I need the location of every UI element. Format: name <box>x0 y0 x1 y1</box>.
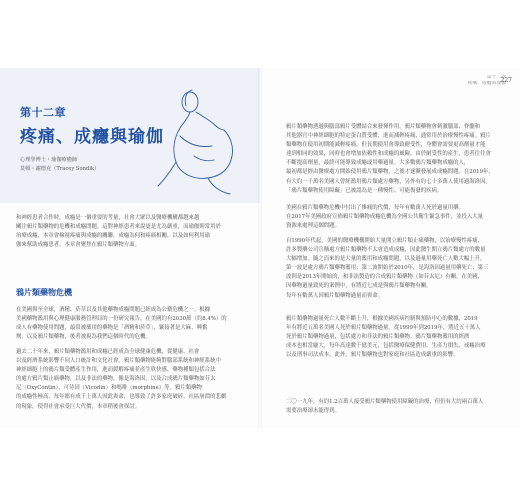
intro-paragraph <box>16 214 244 250</box>
text-line: 許多製藥公司宣稱處方鴉片類藥物不太會造成成癮，因此醫生開立鴉片類處方的數量 <box>286 247 486 254</box>
text-line: 的成癮性極高，每年都有成千上萬人因此喪命，也導致了許多家庭破碎、社區崩潰的悲劇 <box>16 394 227 401</box>
text-line: 在美國與至全球，酒精、菸草以及其他藥物成癮問題已經成為公衛危機之一。根據 <box>16 307 211 313</box>
text-line: 類藥物在使用初期能減輕疼痛，但長期使用會導致耐受性，身體會需要更高劑量才能 <box>286 142 486 149</box>
author-credentials: 心理學博士・瑜伽療癒師 <box>20 157 78 163</box>
seated-figure-illustration <box>150 76 250 201</box>
text-line: 因藥物過量致死的案例中，有將近七成是與鴉片類藥物有關。 <box>286 283 432 290</box>
body-paragraph-2 <box>286 204 506 231</box>
text-line: 波則是2013年開始的，和非法製造的合成鴉片類藥物（如芬太尼）有關。在美國， <box>286 274 484 281</box>
text-line: 以及刑事司法成本。此外，鴉片類藥物也對家庭和社區造成嚴重的影響。 <box>286 352 459 359</box>
chapter-number: 第十二章 <box>20 106 66 119</box>
text-line: 不斷提高劑量，最終可能導致成癮或用藥過量。大多數鴉片類藥物成癮的人， <box>286 160 470 167</box>
chapter-title: 疼痛、成癮與瑜伽 <box>20 127 164 147</box>
body-paragraph-3 <box>286 237 506 301</box>
text-line: 以及經濟系統影響不同人口統計和文化社會。鴉片類藥物能夠對腦部系統和神經系統中 <box>16 358 221 365</box>
text-line: 成本也相當龐大，每年高達數千億美元，包括醫療保健費用、生產力損失、戒癮治療 <box>286 343 486 350</box>
text-line: 最初都是經由醫療處方開始使用鴉片類藥物，之後才逐漸發展成成癮問題。在2019年， <box>286 169 494 176</box>
book-gutter <box>258 68 262 428</box>
text-line: 神經細胞上的鴉片類受體產生作用，進而緩解疼痛並產生欣快感，藥物種類包括合法 <box>16 367 216 374</box>
body-paragraph-1 <box>286 123 506 196</box>
text-line: 在2017年美國政府宣佈鴉片類藥物成癮危機為全國公共衛生緊急事件，並投入大量 <box>286 214 484 221</box>
text-line: 和神經患者合作時，成癮是一個重要的考量，社會大眾以及醫療機構都越來越 <box>16 215 200 221</box>
section-heading: 鴉片類藥物危機 <box>16 287 72 297</box>
section-paragraph-2 <box>16 348 244 412</box>
text-line: 大幅增加。隨之而來的是大量的濫用和成癮問題，以及過量用藥死亡人數大幅上升， <box>286 256 486 263</box>
book-spread <box>0 68 520 428</box>
page-number: 227 <box>500 77 512 84</box>
text-line: 美國在鴉片類藥物危機中付出了慘痛的代價，每年有數萬人死於過量用藥。 <box>286 205 464 211</box>
author-name: 莫頓・謝德克（Tracey Sondik） <box>20 166 100 172</box>
left-page <box>0 68 260 428</box>
text-line: 其他器官中神經細胞的特定蛋白質受體，進而減輕疼痛，通常用於治療慢性疼痛。鴉片 <box>286 133 491 140</box>
body-paragraph-4 <box>286 315 506 360</box>
text-line: 第一波是處方鴉片類藥物濫用；第二波開始於2010年，是海洛因過量用藥死亡；第三 <box>286 265 489 272</box>
running-head-chapter: 第十二章 <box>486 75 506 80</box>
text-line: 的處方鴉片類止痛藥物，以及非法的藥物，像是海洛因，以及合成鴉片類藥物如芬太 <box>16 376 216 383</box>
running-head-title: 疼痛、成癮與瑜伽 <box>467 81 506 86</box>
text-line: 死於鴉片類藥物過量，包括處方和非法的鴉片類藥物。鴉片類藥物濫用的經濟 <box>286 334 470 341</box>
text-line: 鴉片類藥物過量死亡人數不斷上升，根據美國疾病控制與預防中心的數據，2019 <box>286 316 478 322</box>
text-line: 需要治療卻未能得到。 <box>286 408 340 415</box>
text-line: 鴉片類藥物透過與腦部鴉片受體結合來發揮作用。鴉片類藥物會刺激腦部、脊髓和 <box>286 124 481 130</box>
text-line: 成人有藥物使用問題，最常被濫用的藥物是「酒精和菸草」，緊接著是大麻、興奮 <box>16 325 208 332</box>
text-line: 資源來處理這個問題。 <box>286 223 340 230</box>
text-line: 治療成癮，本章會檢視疼痛與成癮的關聯，成癮為何和疼痛相關，以及如何利用瑜 <box>16 233 211 240</box>
text-line: 關注鴉片類藥物的危機和成癮問題。這對神經患者來說更是尤為嚴重，而瑜伽則常用於 <box>16 224 221 231</box>
text-line: 的現象，使得社會承受巨大代價，本章稍後會探討。 <box>16 403 140 410</box>
text-line: 伽來幫助成癮患者，本章會聚焦在鴉片類藥物方面。 <box>16 242 140 249</box>
text-line: 有大約一千萬名美國人曾經濫用鴉片類處方藥物，另外有約七十多萬人使用過海洛因。 <box>286 178 491 185</box>
right-page <box>260 68 520 428</box>
text-line: 二〇一九年，有約1.2百萬人接受鴉片類藥物使用障礙的治療，但仍有大約兩百萬人 <box>286 399 484 405</box>
body-paragraph-5 <box>286 398 506 416</box>
text-line: 每年有數萬人因鴉片類藥物過量而喪命。 <box>286 292 384 299</box>
text-line: 達到相同的效果，同時也會增加依賴性和成癮的風險。由於耐受性的產生，患者往往會 <box>286 151 491 158</box>
text-line: 年有將近五萬名美國人死於鴉片類藥物過量。從1999年到2019年，將近五十萬人 <box>286 325 481 332</box>
text-line: 劑，以及鴉片類藥物，後者被視為我們這個時代的危機。 <box>16 334 151 341</box>
section-paragraph-1 <box>16 306 244 342</box>
text-line: 過去二十年來，鴉片類藥物濫用和成癮已經成為全球健康危機，從健康、社會 <box>16 349 200 355</box>
text-line: 自1990年代起，美國的醫療機構開始大量開立鴉片類止痛藥物，以治療慢性疼痛， <box>286 238 484 244</box>
text-line: 尼（OxyContin）、可待因（Vicodin）和嗎啡（morphine）等。鴉片類藥物 <box>16 385 202 392</box>
text-line: 美國藥物濫用與心理健康服務管理局的一份研究報告，在美國約有2030萬（約8.4%）的 <box>16 316 227 323</box>
text-line: 「鴉片類藥物使用障礙」已被認為是一種慢性、可能復發的疾病。 <box>286 187 443 194</box>
